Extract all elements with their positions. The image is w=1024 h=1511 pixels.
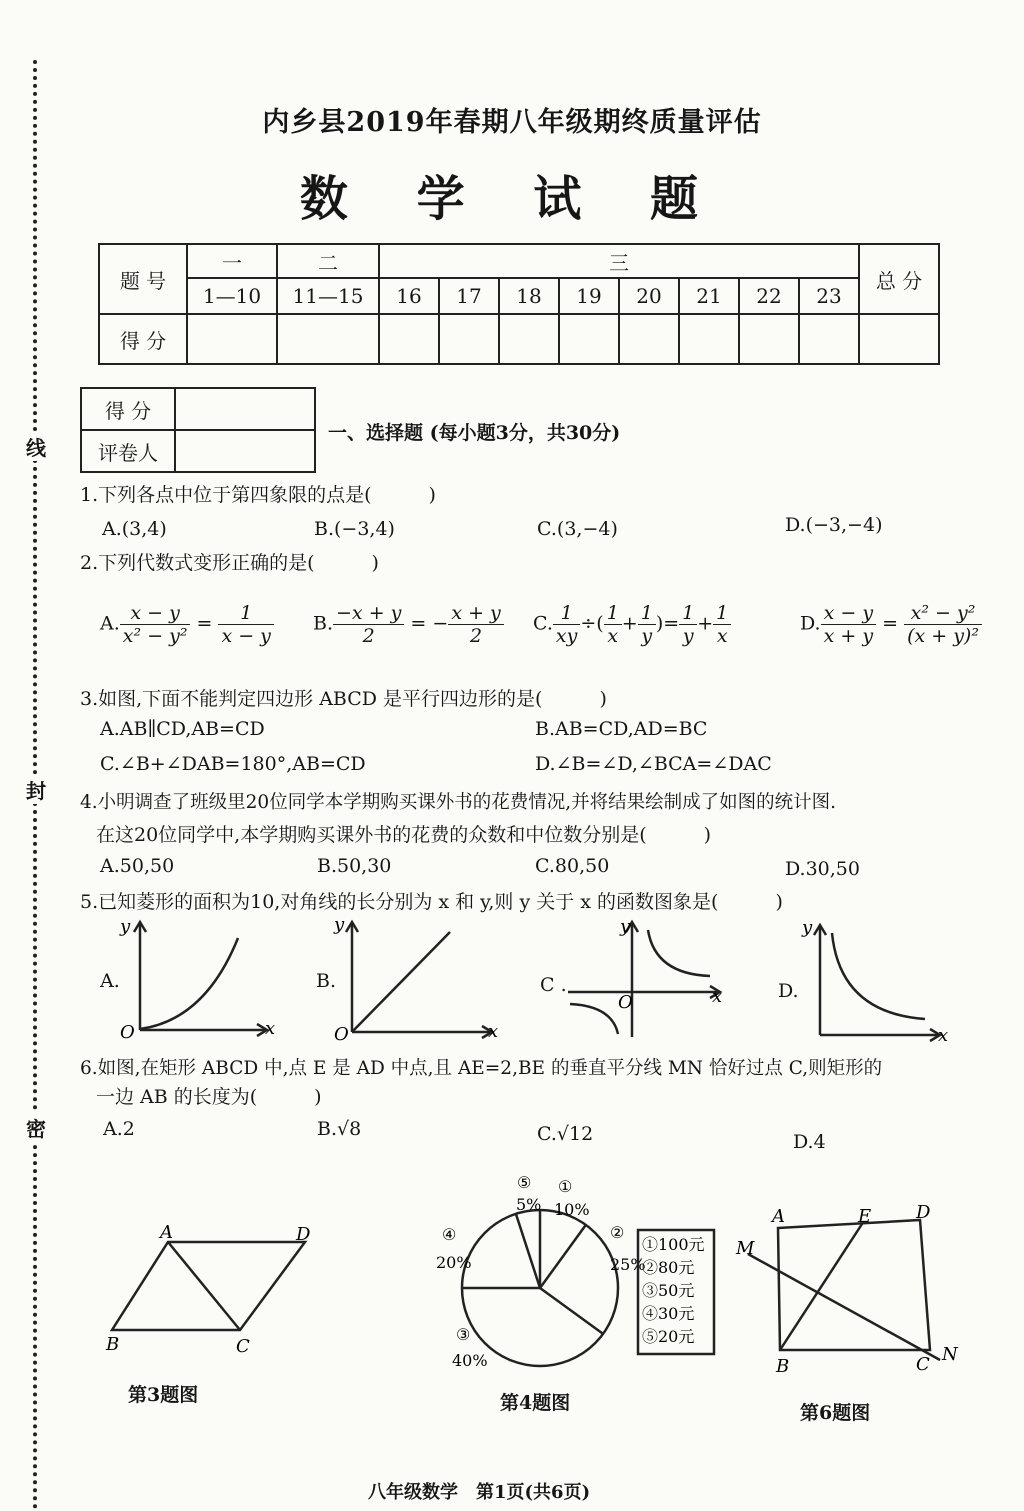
score-cell[interactable] [187, 314, 277, 364]
q2-stem: 2.下列代数式变形正确的是( ) [80, 552, 379, 574]
side-char-feng: 封 [26, 775, 46, 804]
pie-pct-3: 40% [452, 1351, 488, 1370]
q5-stem: 5.已知菱形的面积为10,对角线的长分别为 x 和 y,则 y 关于 x 的函数图象是( ) [80, 891, 783, 913]
q5-option-a[interactable]: A. [100, 970, 120, 992]
legend-3: ③50元 [642, 1281, 695, 1300]
score-cell[interactable] [739, 314, 799, 364]
subject-title: 数 学 试 题 [299, 171, 725, 227]
col-17: 17 [439, 278, 499, 314]
score-cell[interactable] [379, 314, 439, 364]
pie-slice-2-edge [540, 1225, 586, 1288]
q4-option-b[interactable]: B.50,30 [317, 855, 392, 877]
q4-option-c[interactable]: C.80,50 [535, 855, 610, 877]
score-cell[interactable] [559, 314, 619, 364]
section1-heading: 一、选择题 (每小题3分，共30分) [328, 422, 621, 444]
q1-option-c[interactable]: C.(3,−4) [537, 518, 618, 540]
q4-option-a[interactable]: A.50,50 [100, 855, 175, 877]
fig3-label-a: A [160, 1222, 173, 1243]
axis-label-x: x [265, 1018, 276, 1039]
fig6-label-e: E [858, 1206, 872, 1227]
q6-option-b[interactable]: B.√8 [317, 1118, 362, 1140]
grader-name-label: 评卷人 [81, 430, 175, 472]
grader-score-cell[interactable] [175, 388, 315, 430]
q6-stem-1: 6.如图,在矩形 ABCD 中,点 E 是 AD 中点,且 AE=2,BE 的垂直平分线 MN 恰好过点 C,则矩形的 [80, 1058, 883, 1079]
figure-3 [100, 1220, 330, 1360]
pie-mark-1: ① [558, 1177, 573, 1196]
q6-option-d[interactable]: D.4 [793, 1131, 826, 1153]
score-cell[interactable] [499, 314, 559, 364]
total-label: 总 分 [859, 244, 939, 314]
section-3: 三 [379, 244, 859, 278]
svg-text:x: x [712, 986, 723, 1007]
grader-name-cell[interactable] [175, 430, 315, 472]
score-table [98, 243, 940, 365]
pie-pct-5: 5% [516, 1195, 542, 1214]
graph-a [110, 912, 280, 1042]
axis-label-y: y [120, 916, 131, 937]
col-1-10: 1—10 [187, 278, 277, 314]
col-19: 19 [559, 278, 619, 314]
q3-option-a[interactable]: A.AB∥CD,AB=CD [100, 718, 265, 740]
fig6-caption: 第6题图 [800, 1402, 871, 1424]
section-2: 二 [277, 244, 379, 278]
graph-d [800, 915, 950, 1045]
col-20: 20 [619, 278, 679, 314]
svg-text:y: y [334, 914, 345, 935]
grader-score-label: 得 分 [81, 388, 175, 430]
q2-option-c[interactable]: C. $\frac{1}{xy}$ ÷( $\frac{1}{x}$ + $\frac{1}{y}$ )= $\frac{1}{y}$ + $\frac{1}{x}$ [533, 602, 731, 647]
col-22: 22 [739, 278, 799, 314]
figure-4-pie [420, 1170, 720, 1400]
figure-6 [730, 1200, 970, 1380]
pie-mark-5: ⑤ [517, 1173, 532, 1192]
grader-table [80, 387, 316, 473]
score-cell[interactable] [439, 314, 499, 364]
col-16: 16 [379, 278, 439, 314]
fig3-label-d: D [296, 1224, 311, 1245]
score-cell[interactable] [799, 314, 859, 364]
score-cell[interactable] [859, 314, 939, 364]
pie-mark-3: ③ [456, 1325, 471, 1344]
pie-slice-3-edge [540, 1288, 603, 1334]
q5-option-d[interactable]: D. [778, 980, 799, 1002]
col-21: 21 [679, 278, 739, 314]
fig6-label-n: N [942, 1344, 958, 1365]
svg-text:x: x [488, 1021, 499, 1042]
q6-option-c[interactable]: C.√12 [537, 1123, 594, 1145]
pie-pct-2: 25% [610, 1255, 646, 1274]
svg-text:x: x [938, 1025, 949, 1045]
fig3-label-c: C [236, 1336, 250, 1357]
q6-option-a[interactable]: A.2 [103, 1118, 135, 1140]
row-label-score: 得 分 [99, 314, 187, 364]
q1-stem: 1.下列各点中位于第四象限的点是( ) [80, 484, 436, 506]
q3-option-b[interactable]: B.AB=CD,AD=BC [535, 718, 708, 740]
axis-label-o: O [120, 1022, 135, 1042]
q2-option-a[interactable]: A. $\frac{x - y}{\text{x² − y²}}$ = $\frac{1}{x - y}$ [100, 602, 274, 647]
col-11-15: 11—15 [277, 278, 379, 314]
page-footer: 八年级数学 第1页(共6页) [368, 1482, 591, 1503]
q3-option-d[interactable]: D.∠B=∠D,∠BCA=∠DAC [535, 753, 772, 775]
q5-option-b[interactable]: B. [316, 970, 337, 992]
side-char-mi: 密 [26, 1113, 46, 1142]
side-char-xian: 线 [26, 432, 46, 461]
svg-text:y: y [620, 916, 631, 937]
q4-option-d[interactable]: D.30,50 [785, 858, 860, 880]
exam-title: 内乡县2019年春期八年级期终质量评估 [262, 107, 762, 138]
svg-text:O: O [334, 1024, 349, 1042]
q4-stem-2: 在这20位同学中,本学期购买课外书的花费的众数和中位数分别是( ) [96, 824, 712, 846]
legend-4: ④30元 [642, 1304, 695, 1323]
q1-option-b[interactable]: B.(−3,4) [314, 518, 395, 540]
svg-text:O: O [618, 992, 633, 1013]
svg-text:y: y [802, 917, 813, 938]
row-label-number: 题 号 [99, 244, 187, 314]
score-cell[interactable] [619, 314, 679, 364]
col-23: 23 [799, 278, 859, 314]
score-cell[interactable] [277, 314, 379, 364]
fig6-label-c: C [916, 1354, 930, 1375]
col-18: 18 [499, 278, 559, 314]
fig3-label-b: B [106, 1334, 120, 1355]
fig6-label-a: A [772, 1206, 785, 1227]
graph-c [560, 912, 730, 1042]
q3-option-c[interactable]: C.∠B+∠DAB=180°,AB=CD [100, 753, 366, 775]
fig6-label-b: B [776, 1356, 790, 1377]
score-cell[interactable] [679, 314, 739, 364]
q5-option-c[interactable]: C . [540, 974, 567, 996]
q1-option-d[interactable]: D.(−3,−4) [785, 514, 883, 536]
q4-stem-1: 4.小明调查了班级里20位同学本学期购买课外书的花费情况,并将结果绘制成了如图的统计图. [80, 792, 836, 813]
fig3-caption: 第3题图 [128, 1384, 199, 1406]
pie-pct-1: 10% [554, 1200, 590, 1219]
graph-b [330, 912, 505, 1042]
pie-pct-4: 20% [436, 1253, 472, 1272]
section-1: 一 [187, 244, 277, 278]
q2-option-d[interactable]: D. $\frac{x - y}{x + y}$ = $\frac{\text{x² − y²}}{\text{(x + y)²}}$ [800, 602, 982, 647]
q2-option-b[interactable]: B. $\frac{-x + y}{2}$ = − $\frac{x + y}{2}$ [313, 602, 504, 647]
legend-5: ⑤20元 [642, 1327, 695, 1346]
pie-mark-4: ④ [442, 1225, 457, 1244]
fig6-label-d: D [916, 1202, 931, 1223]
q6-stem-2: 一边 AB 的长度为( ) [96, 1086, 322, 1108]
q1-option-a[interactable]: A.(3,4) [102, 518, 167, 540]
pie-mark-2: ② [610, 1223, 625, 1242]
fig4-caption: 第4题图 [500, 1392, 571, 1414]
pie-slice-5-edge [516, 1214, 540, 1288]
fig6-label-m: M [736, 1238, 755, 1259]
legend-1: ①100元 [642, 1235, 705, 1254]
legend-2: ②80元 [642, 1258, 695, 1277]
q3-stem: 3.如图,下面不能判定四边形 ABCD 是平行四边形的是( ) [80, 688, 607, 710]
